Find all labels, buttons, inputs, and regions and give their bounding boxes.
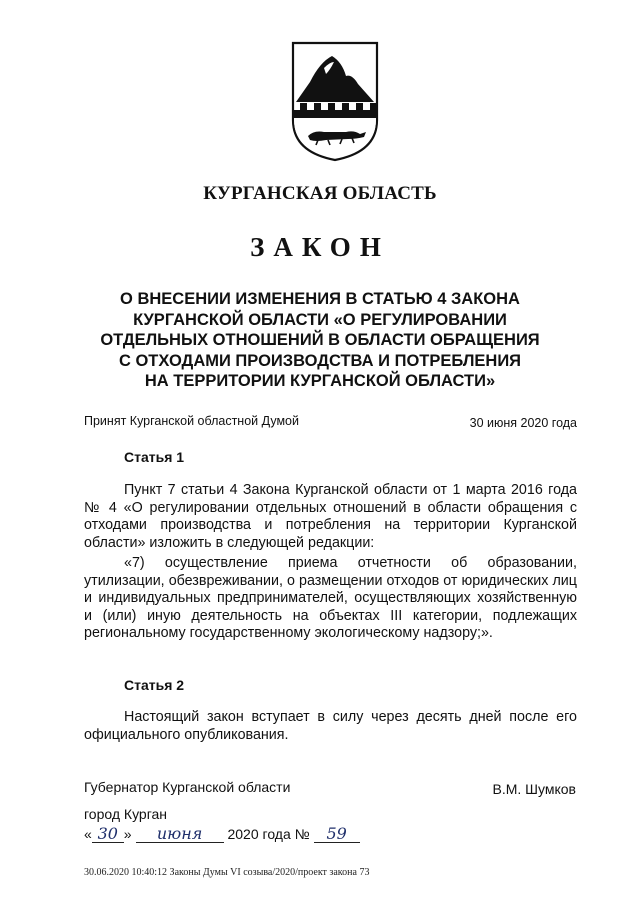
law-title-line: О ВНЕСЕНИИ ИЗМЕНЕНИЯ В СТАТЬЮ 4 ЗАКОНА [120, 290, 520, 308]
article-1-new-wording: «7) осуществление приема отчетности об образовании, утилизации, обезвреживании, о размещении отходов от юридических лиц и индивидуальных предпринимателей, осуществляющих хозяйственную и (или) иную деятельность на объектах III категории, подлежащих региональному государственному экологическому надзору;». [84, 555, 577, 641]
footer-stamp: 30.06.2020 10:40:12 Законы Думы VI созыва/2020/проект закона 73 [84, 867, 370, 878]
article-1-paragraph: Пункт 7 статьи 4 Закона Курганской области от 1 марта 2016 года № 4 «О регулировании отдельных отношений в области обращения с отходами производства и потребления на территории Курганской области» изложить в следующей редакции: [84, 482, 577, 551]
coat-of-arms-emblem [290, 40, 380, 162]
handwritten-day: 30 [92, 826, 124, 843]
handwritten-law-number: 59 [314, 826, 360, 843]
law-title-line: ОТДЕЛЬНЫХ ОТНОШЕНИЙ В ОБЛАСТИ ОБРАЩЕНИЯ [100, 331, 540, 349]
city: город Курган [84, 806, 168, 822]
article-2-paragraph: Настоящий закон вступает в силу через десять дней после его официального опубликования. [84, 709, 577, 743]
article-2-heading: Статья 2 [124, 677, 185, 693]
year-and-number-label: 2020 года № [227, 826, 310, 842]
law-title-line: С ОТХОДАМИ ПРОИЗВОДСТВА И ПОТРЕБЛЕНИЯ [118, 351, 522, 370]
law-title-line: КУРГАНСКОЙ ОБЛАСТИ «О РЕГУЛИРОВАНИИ [133, 310, 507, 329]
adoption-date: 30 июня 2020 года [469, 416, 577, 430]
handwritten-month: июня [136, 826, 224, 843]
law-title [60, 289, 580, 392]
signing-date-line [84, 826, 360, 843]
governor-name: В.М. Шумков [492, 781, 576, 797]
law-title-line: НА ТЕРРИТОРИИ КУРГАНСКОЙ ОБЛАСТИ» [144, 372, 496, 390]
adopted-by: Принят Курганской областной Думой [84, 414, 299, 428]
governor-title: Губернатор Курганской области [84, 779, 291, 795]
article-1-heading: Статья 1 [124, 449, 185, 465]
document-type: ЗАКОН [250, 232, 390, 262]
quote-open: « [84, 826, 92, 842]
region-name: КУРГАНСКАЯ ОБЛАСТЬ [203, 183, 437, 204]
quote-close: » [123, 826, 132, 842]
